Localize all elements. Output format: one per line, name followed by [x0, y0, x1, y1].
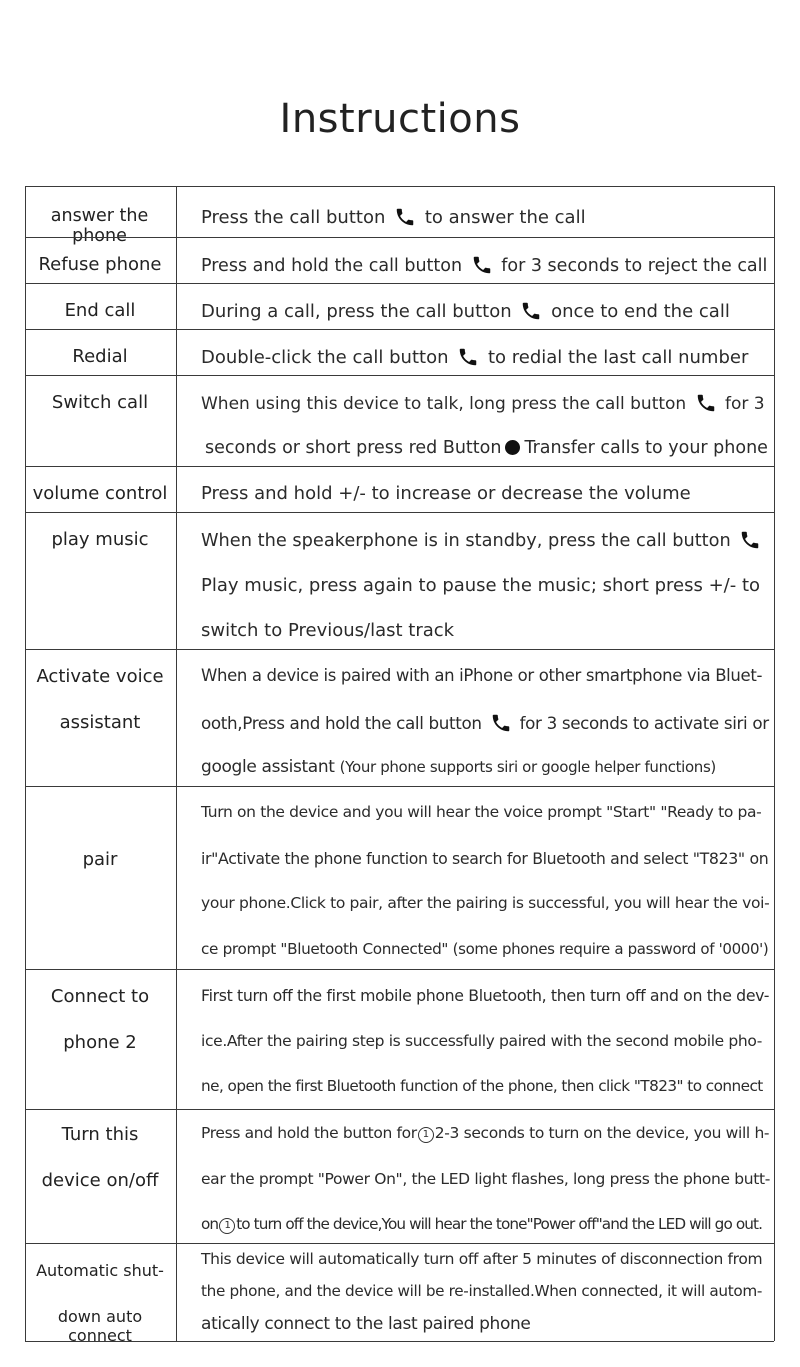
table-row: [25, 329, 774, 376]
row-label: volume control: [32, 483, 168, 504]
footnote: (some phones require a password of '0000'): [452, 940, 769, 958]
row-description-line: atically connect to the last paired phone: [201, 1314, 531, 1334]
phone-icon: [738, 529, 762, 551]
power-button-1-icon: 1: [219, 1218, 235, 1234]
row-label: Connect to: [50, 986, 150, 1007]
row-description: This device will automatically turn off after 5 minutes of disconnection from: [201, 1250, 763, 1268]
row-description-line: ice.After the pairing step is successfully paired with the second mobile pho-: [201, 1032, 763, 1050]
table-row: [25, 969, 774, 1110]
row-label-line: down auto connect: [57, 1307, 143, 1345]
phone-icon: [470, 254, 494, 276]
footnote: (Your phone supports siri or google helper functions): [339, 758, 716, 776]
table-row: [25, 237, 774, 284]
row-description-line: Play music, press again to pause the music; short press +/- to: [201, 575, 761, 596]
red-button-icon: [505, 440, 520, 455]
page-title: Instructions: [279, 96, 521, 142]
row-description-line: your phone.Click to pair, after the pairing is successful, you will hear the voi-: [201, 894, 770, 912]
table-row: [25, 283, 774, 330]
row-description: Press and hold the button for 1 2-3 seconds to turn on the device, you will h-: [201, 1124, 770, 1142]
row-description: During a call, press the call button once to end the call: [201, 301, 730, 322]
row-description: Press the call button to answer the call: [201, 207, 586, 228]
phone-icon: [393, 206, 417, 228]
row-description: First turn off the first mobile phone Bluetooth, then turn off and on the dev-: [201, 986, 770, 1005]
table-row: [25, 649, 774, 787]
row-description: Press and hold the call button for 3 seconds to reject the call: [201, 256, 768, 276]
row-description: When using this device to talk, long press the call button for 3: [201, 394, 765, 414]
table-row: [25, 375, 774, 467]
row-label: answer the phone: [50, 206, 149, 246]
phone-icon: [694, 392, 718, 414]
row-description: When the speakerphone is in standby, press the call button: [201, 529, 764, 551]
table-row: [25, 1109, 774, 1244]
row-label: Redial: [72, 346, 128, 367]
table-row: [25, 786, 774, 970]
row-description-line: switch to Previous/last track: [201, 620, 455, 641]
row-description-line: seconds or short press red Button Transfer calls to your phone: [205, 438, 768, 458]
row-description-line: ne, open the first Bluetooth function of the phone, then click "T823" to connect: [201, 1077, 763, 1095]
table-border-right: [774, 186, 775, 1341]
row-label-line: assistant: [59, 712, 141, 733]
row-label: Automatic shut-: [36, 1261, 164, 1280]
row-description-line: the phone, and the device will be re-installed.When connected, it will autom-: [201, 1282, 762, 1300]
row-description-line: ear the prompt "Power On", the LED light flashes, long press the phone butt-: [201, 1170, 770, 1188]
phone-icon: [489, 712, 513, 734]
row-description: Double-click the call button to redial the last call number: [201, 347, 749, 368]
row-label: Switch call: [51, 392, 149, 413]
table-row: [25, 466, 774, 513]
row-description-line: google assistant (Your phone supports siri or google helper functions): [201, 757, 716, 777]
table-row: [25, 1243, 774, 1345]
row-label: End call: [64, 300, 136, 321]
row-label: play music: [51, 529, 149, 550]
table-row: [25, 512, 774, 650]
row-description: Press and hold +/- to increase or decrease the volume: [201, 483, 691, 504]
row-description: When a device is paired with an iPhone or other smartphone via Bluet-: [201, 666, 763, 685]
row-label: Refuse phone: [38, 254, 162, 275]
phone-icon: [519, 300, 543, 322]
row-label: Turn this: [61, 1124, 139, 1145]
row-description-line: ce prompt "Bluetooth Connected" (some phones require a password of '0000'): [201, 940, 769, 958]
row-description-line: ir"Activate the phone function to search for Bluetooth and select "T823" on: [201, 849, 769, 868]
row-label-line: phone 2: [63, 1032, 137, 1053]
row-label: Activate voice: [36, 666, 164, 687]
row-label-line: device on/off: [41, 1170, 159, 1191]
row-label: pair: [82, 849, 118, 870]
table-row: [25, 186, 774, 246]
power-button-1-icon: 1: [418, 1127, 434, 1143]
row-description-line: ooth,Press and hold the call button for 3 seconds to activate siri or: [201, 713, 769, 733]
row-description-line: on 1 to turn off the device,You will hear the tone"Power off"and the LED will go out.: [201, 1215, 763, 1233]
phone-icon: [456, 346, 480, 368]
row-description: Turn on the device and you will hear the voice prompt "Start" "Ready to pa-: [201, 803, 762, 821]
